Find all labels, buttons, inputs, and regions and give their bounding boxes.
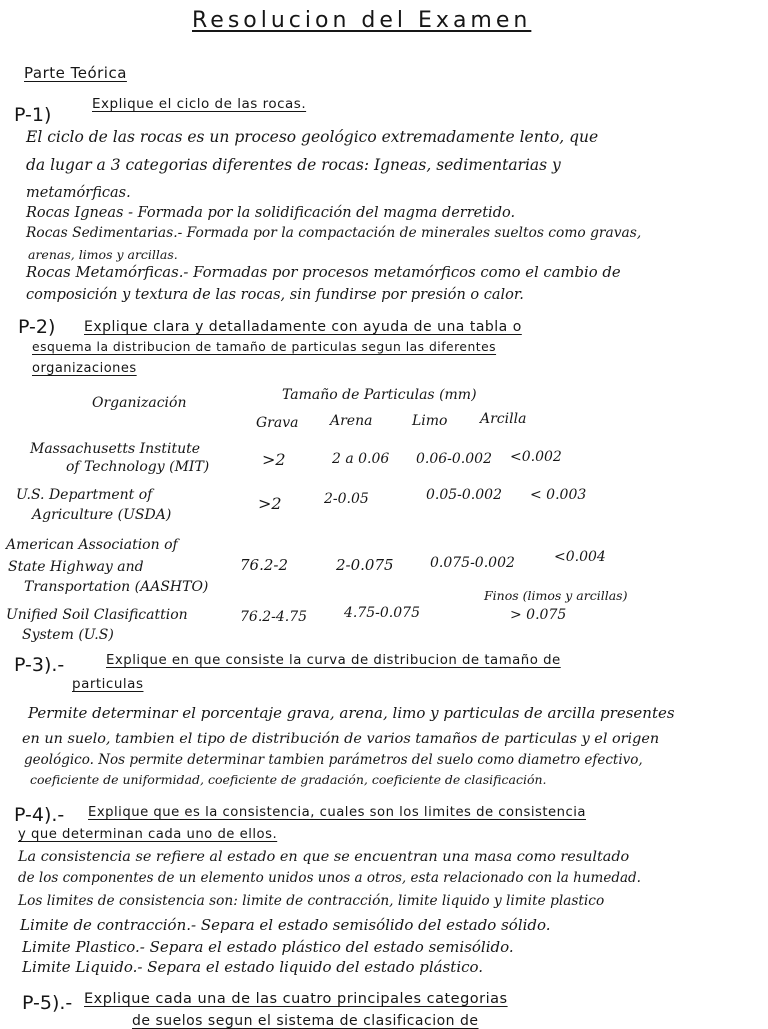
table-row-org: of Technology (MIT) (66, 459, 210, 475)
q4-line: de los componentes de un elemento unidos unos a otros, esta relacionado con la humedad. (18, 870, 641, 886)
q4-line: La consistencia se refiere al estado en que se encuentran una masa como resultado (18, 849, 630, 865)
q4-label: P-4).- (14, 804, 65, 826)
q1-line: Rocas Metamórficas.- Formadas por procesos metamórficos como el cambio de (26, 264, 621, 281)
table-col-arcilla: Arcilla (480, 411, 527, 427)
table-row-org: Unified Soil Clasificattion (6, 607, 188, 623)
q1-line: Rocas Sedimentarias.- Formada por la compactación de minerales sueltos como gravas, (26, 225, 642, 241)
table-cell: 0.075-0.002 (430, 555, 515, 571)
q3-line: geológico. Nos permite determinar tambien parámetros del suelo como diametro efectivo, (24, 752, 643, 768)
q5-question-line: de suelos segun el sistema de clasificacion de (132, 1013, 479, 1029)
q3-line: coeficiente de uniformidad, coeficiente de gradación, coeficiente de clasificación. (30, 772, 547, 787)
q3-line: Permite determinar el porcentaje grava, arena, limo y particulas de arcilla presentes (28, 704, 675, 722)
q4-line: Los limites de consistencia son: limite de contracción, limite liquido y limite plastico (18, 893, 605, 909)
q3-question-line: particulas (72, 676, 144, 692)
table-cell: >2 (262, 450, 286, 469)
q3-question-line: Explique en que consiste la curva de distribucion de tamaño de (106, 653, 561, 668)
table-cell: 0.05-0.002 (426, 487, 502, 503)
q1-question: Explique el ciclo de las rocas. (92, 96, 307, 112)
table-row-org: U.S. Department of (16, 487, 153, 503)
q1-line: Rocas Igneas - Formada por la solidificación del magma derretido. (26, 205, 516, 221)
table-header-size: Tamaño de Particulas (mm) (282, 387, 477, 403)
table-row-org: System (U.S) (22, 627, 114, 643)
table-cell: 76.2-4.75 (240, 609, 308, 625)
section-heading: Parte Teórica (24, 64, 127, 82)
table-cell: 2-0.075 (336, 556, 394, 574)
table-row-org: Agriculture (USDA) (32, 507, 172, 523)
table-row-org: American Association of (6, 537, 178, 553)
table-row-org: State Highway and (8, 559, 144, 575)
q5-question-line: Explique cada una de las cuatro principales categorias (84, 991, 508, 1007)
table-cell: <0.002 (510, 449, 562, 465)
q4-line: Limite Liquido.- Separa el estado liquido del estado plástico. (22, 958, 484, 976)
q5-label: P-5).- (22, 992, 73, 1014)
table-cell: 76.2-2 (240, 556, 289, 574)
q1-line: da lugar a 3 categorias diferentes de rocas: Igneas, sedimentarias y (26, 156, 561, 174)
table-header-org: Organización (92, 395, 187, 411)
table-cell: 2 a 0.06 (332, 451, 390, 467)
table-cell: 4.75-0.075 (344, 605, 420, 621)
table-finos-value: > 0.075 (510, 607, 567, 623)
q1-line: arenas, limos y arcillas. (28, 247, 178, 262)
table-cell: < 0.003 (530, 487, 587, 503)
q2-question-line: organizaciones (32, 361, 137, 376)
table-row-org: Massachusetts Institute (30, 441, 201, 457)
q4-line: Limite de contracción.- Separa el estado semisólido del estado sólido. (20, 916, 551, 934)
q1-line: El ciclo de las rocas es un proceso geológico extremadamente lento, que (26, 128, 599, 146)
table-col-arena: Arena (330, 413, 373, 429)
table-col-grava: Grava (256, 415, 299, 431)
q2-question-line: esquema la distribucion de tamaño de particulas segun las diferentes (32, 340, 497, 354)
table-row-org: Transportation (AASHTO) (24, 579, 209, 595)
q3-label: P-3).- (14, 654, 65, 676)
q3-line: en un suelo, tambien el tipo de distribución de varios tamaños de particulas y el origen (22, 731, 660, 747)
q1-line: metamórficas. (26, 185, 131, 201)
table-col-limo: Limo (412, 413, 448, 429)
q4-question-line: Explique que es la consistencia, cuales son los limites de consistencia (88, 805, 587, 820)
q4-line: Limite Plastico.- Separa el estado plástico del estado semisólido. (22, 938, 514, 956)
table-cell: <0.004 (554, 549, 606, 565)
q2-question-line: Explique clara y detalladamente con ayuda de una tabla o (84, 319, 522, 335)
q1-line: composición y textura de las rocas, sin fundirse por presión o calor. (26, 287, 524, 303)
q1-label: P-1) (14, 104, 52, 126)
table-cell: 0.06-0.002 (416, 451, 492, 467)
table-cell: 2-0.05 (324, 491, 369, 507)
q4-question-line: y que determinan cada uno de ellos. (18, 827, 278, 842)
table-finos-label: Finos (limos y arcillas) (484, 588, 628, 603)
q2-label: P-2) (18, 316, 56, 338)
table-cell: >2 (258, 494, 282, 513)
page-title: Resolucion del Examen (192, 8, 532, 33)
